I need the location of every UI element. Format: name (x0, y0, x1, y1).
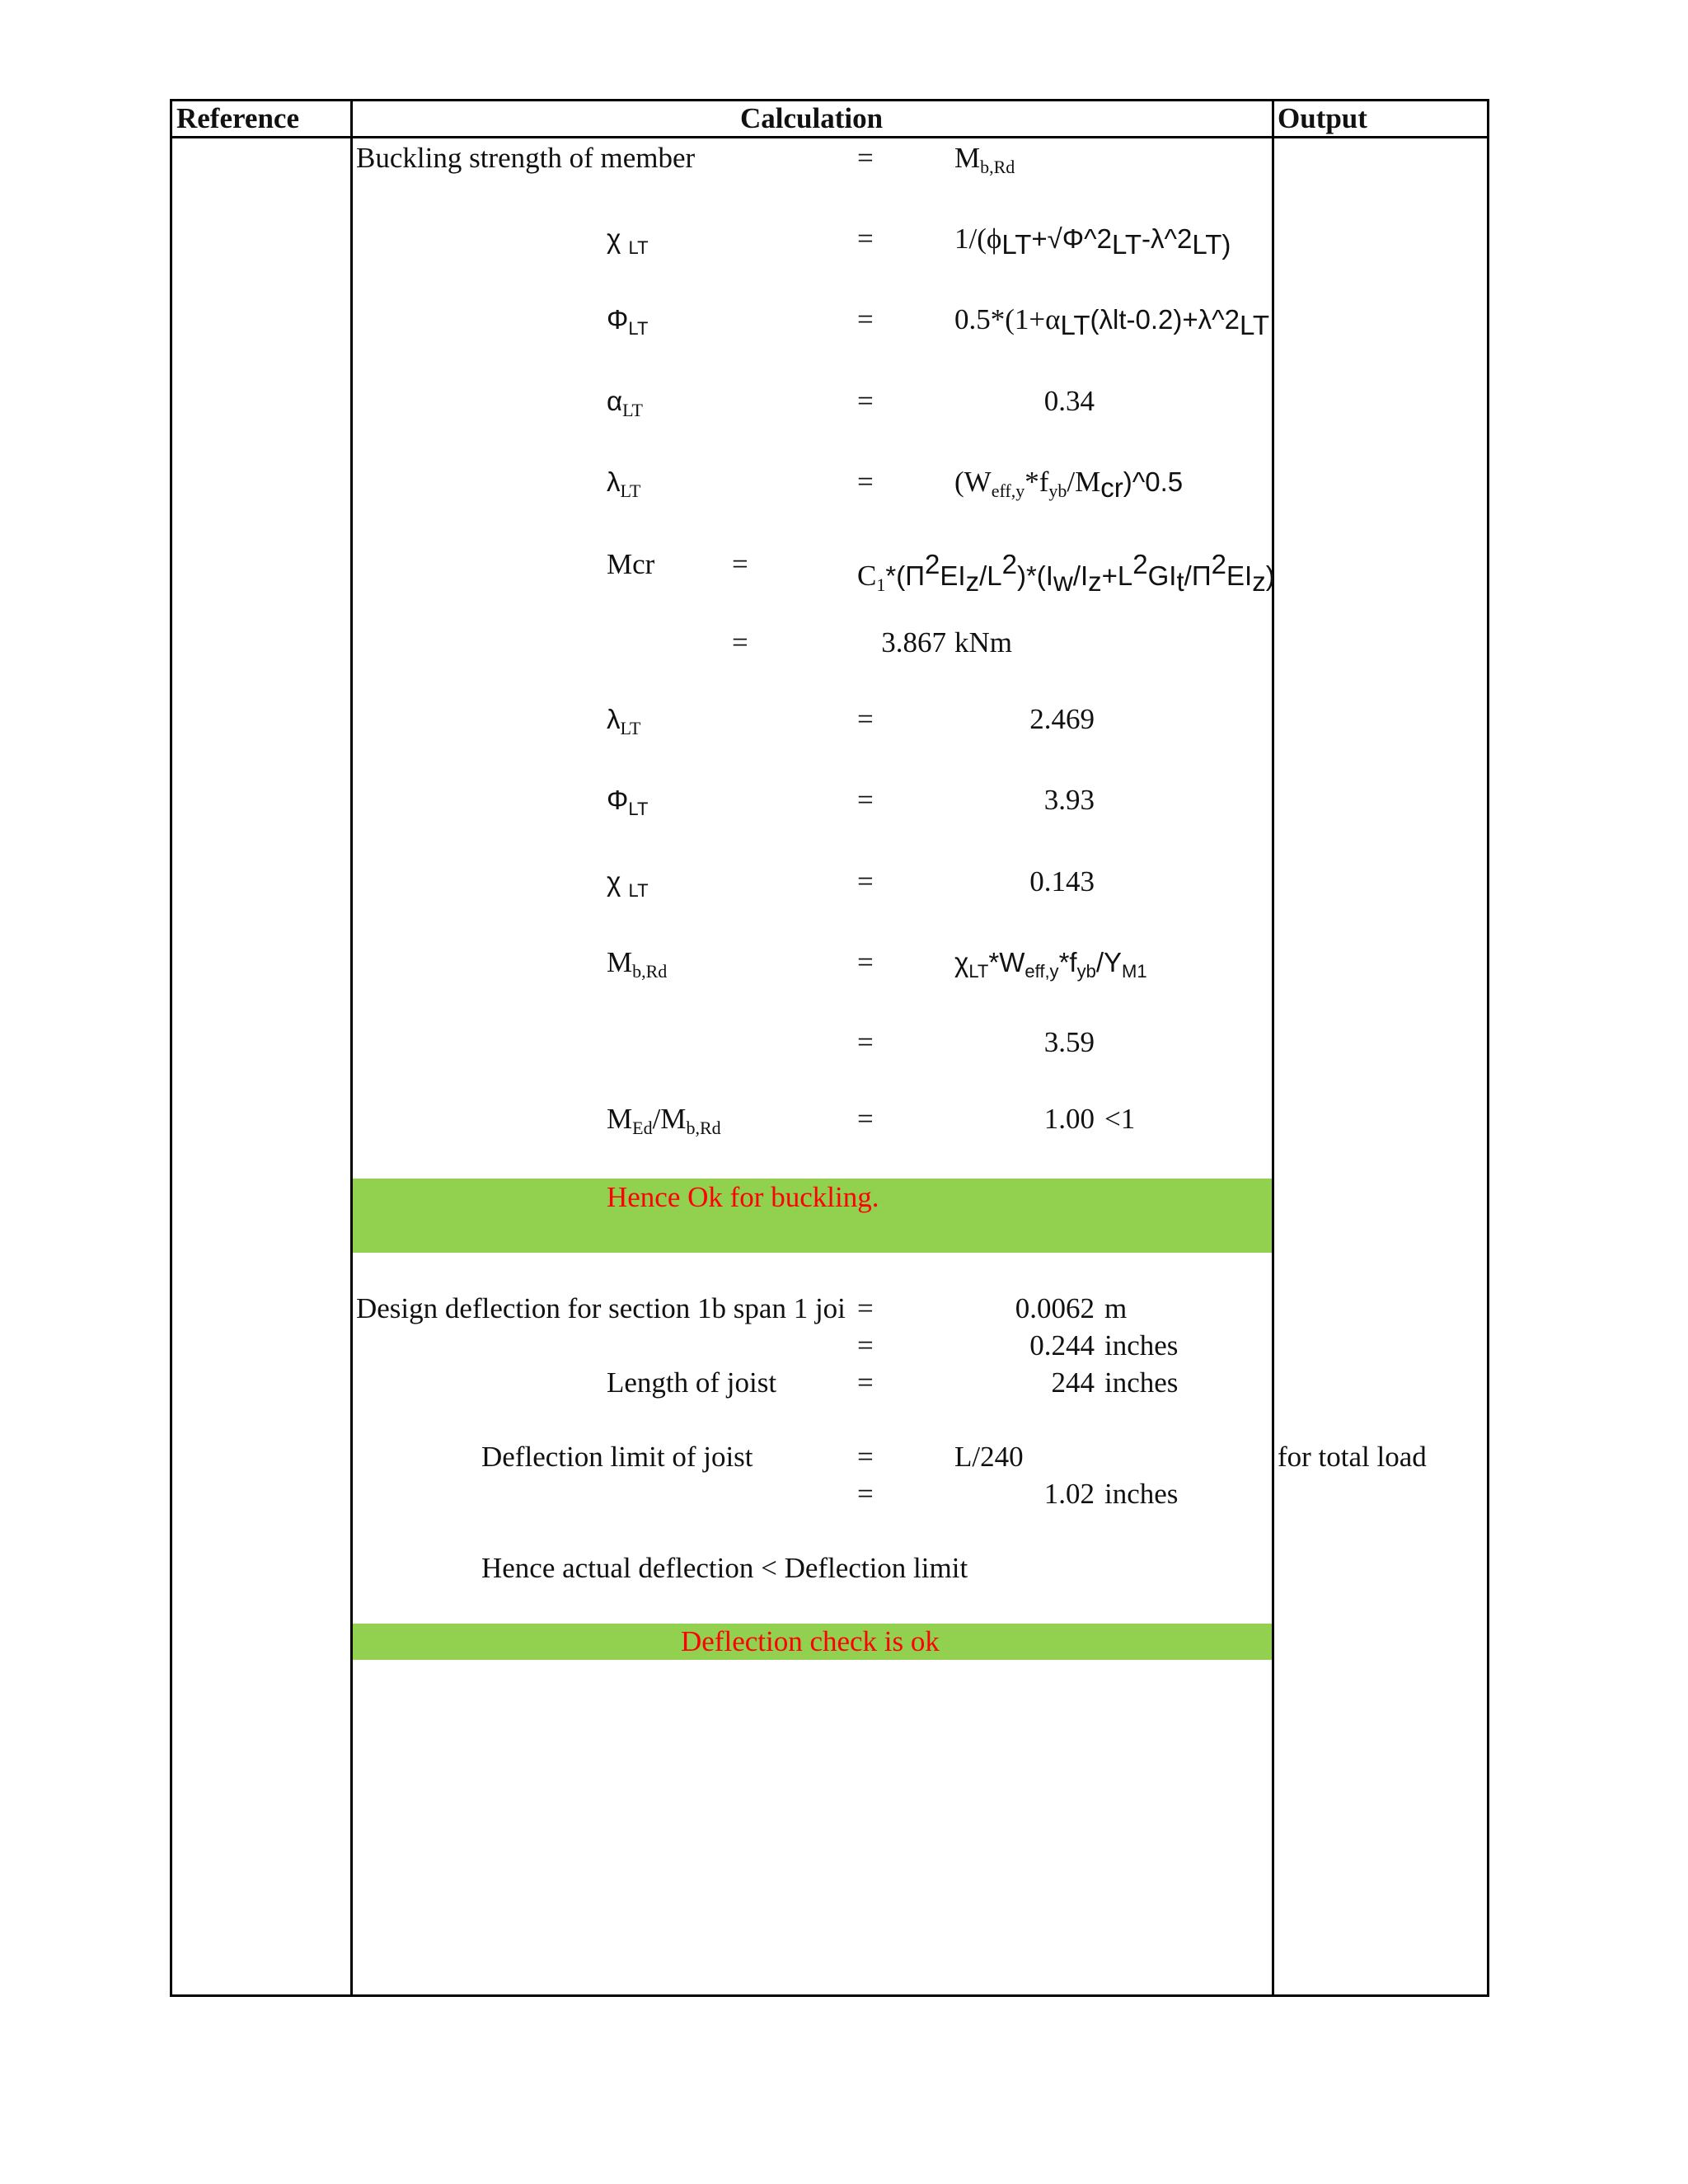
design-deflection-value: 0.0062 (1015, 1292, 1095, 1324)
deflection-limit-unit: inches (1104, 1478, 1179, 1510)
lambda-lt-value: 2.469 (1029, 703, 1095, 735)
table-border-bottom (170, 1994, 1489, 1997)
deflection-limit-formula: L/240 (954, 1441, 1024, 1473)
header-divider (170, 136, 1489, 138)
chi-lt-symbol: χ $_{LT}$ (607, 866, 649, 901)
equals-sign: = (857, 865, 874, 898)
deflection-result: Deflection check is ok (681, 1625, 940, 1657)
phi-lt-formula: $0.5*(1+\alpha_{LT}(\lambda lt-0.2)+\lambda\^{}2_{LT}$ (954, 303, 1270, 340)
design-deflection-inches-unit: inches (1104, 1329, 1179, 1361)
design-deflection-unit: m (1104, 1292, 1128, 1324)
equals-sign: = (857, 142, 874, 174)
equals-sign: = (857, 1366, 874, 1399)
equals-sign: = (857, 946, 874, 978)
utilisation-ratio-symbol: $M_{Ed}/M_{b,Rd}$ (607, 1103, 721, 1138)
equals-sign: = (857, 1103, 874, 1135)
equals-sign: = (857, 303, 874, 335)
deflection-comparison: Hence actual deflection < Deflection limit (481, 1552, 968, 1584)
deflection-limit-output: for total load (1278, 1441, 1427, 1473)
buckling-title-value: $M_{b,Rd}$ (954, 142, 1015, 177)
buckling-title: Buckling strength of member (356, 142, 696, 174)
buckling-result: Hence Ok for buckling. (607, 1181, 879, 1213)
equals-sign: = (857, 1478, 874, 1510)
equals-sign: = (732, 626, 748, 658)
chi-lt-formula: $1/(\phi_{LT}+√\Phi\^{}2_{LT}-\lambda\^{}2_{LT)}$ (954, 223, 1231, 260)
lambda-lt-formula: $(W_{eff,y}*f_{yb}/M_{cr})\^{}0.5$ (954, 466, 1184, 503)
equals-sign: = (857, 466, 874, 498)
table-border-top (170, 99, 1489, 101)
mcr-unit: kNm (954, 626, 1012, 658)
column-divider-reference (350, 99, 353, 1997)
header-reference: Reference (176, 102, 299, 134)
deflection-limit-label: Deflection limit of joist (481, 1441, 753, 1473)
header-output: Output (1278, 102, 1367, 134)
equals-sign: = (857, 385, 874, 417)
alpha-lt-value: 0.34 (1043, 385, 1095, 417)
joist-length-label: Length of joist (607, 1366, 777, 1399)
mcr-value: 3.867 (881, 626, 946, 658)
header-calculation: Calculation (740, 102, 884, 134)
chi-lt-value: 0.143 (1029, 865, 1095, 898)
mcr-label: Mcr (607, 548, 655, 580)
lambda-lt-symbol: $\lambda_{LT}$ (607, 466, 641, 501)
column-divider-output (1272, 99, 1274, 1997)
phi-lt-value: 3.93 (1043, 784, 1095, 816)
equals-sign: = (857, 1026, 874, 1058)
joist-length-unit: inches (1104, 1366, 1179, 1399)
mbrd-symbol: $M_{b,Rd}$ (607, 946, 668, 982)
deflection-limit-value: 1.02 (1043, 1478, 1095, 1510)
phi-lt-symbol: $\Phi_{LT}$ (607, 785, 649, 819)
alpha-lt-symbol: $\alpha_{LT}$ (607, 386, 643, 420)
utilisation-ratio-comparison: <1 (1104, 1103, 1136, 1135)
table-border-left (170, 99, 172, 1997)
mbrd-formula: $\chi_{LT}*W_{eff,y}*f_{yb}/\Upsilon_{M1}$ (954, 947, 1147, 982)
mbrd-value: 3.59 (1043, 1026, 1095, 1058)
lambda-lt-symbol: $\lambda_{LT}$ (607, 704, 641, 738)
design-deflection-inches-value: 0.244 (1029, 1329, 1095, 1361)
utilisation-ratio-value: 1.00 (1043, 1103, 1095, 1135)
equals-sign: = (857, 223, 874, 255)
phi-lt-symbol: $\Phi_{LT}$ (607, 304, 649, 339)
equals-sign: = (857, 1292, 874, 1324)
table-border-right (1487, 99, 1489, 1997)
design-deflection-label: Design deflection for section 1b span 1 joi (356, 1292, 846, 1324)
equals-sign: = (857, 1329, 874, 1361)
mcr-formula: $C_1*(\Pi^2EI_z/L^2)*(I_w/I_z+L^2GI_t/\Pi^2EI_z)$ (857, 549, 1275, 597)
joist-length-value: 244 (1051, 1366, 1095, 1399)
equals-sign: = (857, 784, 874, 816)
equals-sign: = (732, 548, 748, 580)
equals-sign: = (857, 1441, 874, 1473)
chi-lt-symbol: χ $_{LT}$ (607, 223, 649, 258)
equals-sign: = (857, 703, 874, 735)
